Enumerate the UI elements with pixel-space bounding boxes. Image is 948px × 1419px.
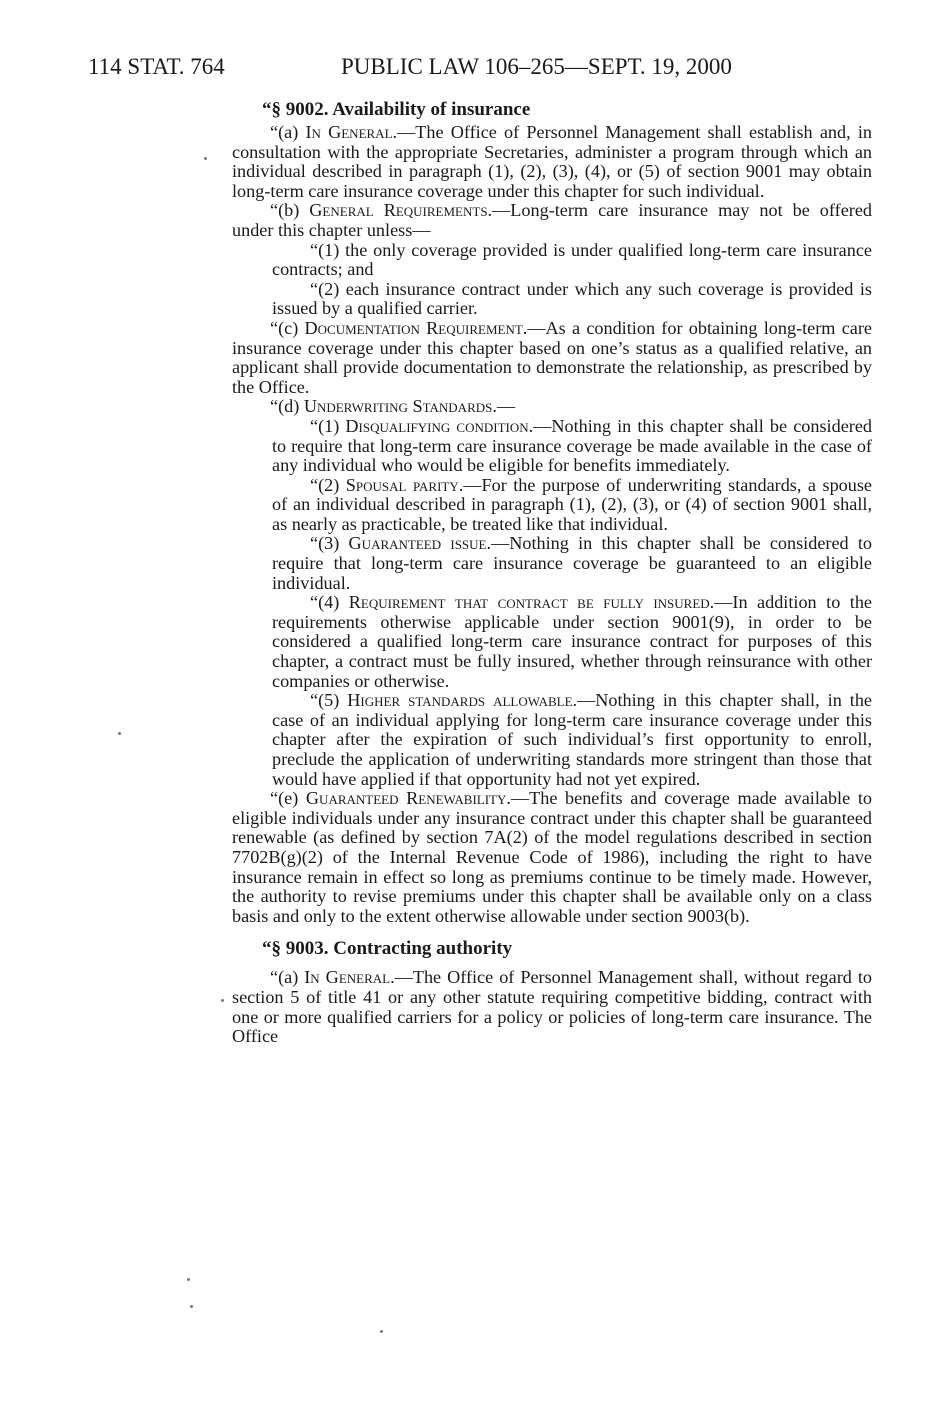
scan-speck: [221, 999, 224, 1002]
paragraph-label: “(2): [310, 474, 346, 495]
paragraph-text: —In addition to the requirements otherwise applicable under section 9001(9), in order to be considered a qualified long-term care insurance contract for purposes of this chapter, a contract must be fully insured, whether through reinsurance with other companies or otherwise.: [272, 592, 873, 691]
subsection-label: “(e): [270, 788, 306, 809]
paragraph-caption: Disqualifying condition.: [345, 415, 534, 436]
paragraph-d1: [272, 417, 872, 476]
subsection-text: —As a condition for obtaining long-term care insurance coverage under this chapter based on one’s status as a qualified relative, an applicant shall provide documentation to demonstrate the relationship, as prescribed by the Office.: [232, 317, 872, 397]
statute-page-number: 114 STAT. 764: [88, 54, 225, 79]
subsection-text: —Long-term care insurance may not be offered under this chapter unless—: [232, 200, 872, 240]
scan-speck: [204, 157, 207, 160]
paragraph-label: “(5): [310, 690, 348, 711]
paragraph-d2: [272, 476, 872, 535]
section-heading-9002: “§ 9002. Availability of insurance: [262, 99, 531, 120]
paragraph-d3: [272, 534, 872, 593]
section-heading-9003: “§ 9003. Contracting authority: [262, 938, 513, 960]
subsection-caption: In General.: [305, 122, 398, 142]
subsection-caption: Guaranteed Renewability.: [305, 788, 511, 809]
page-header: [88, 50, 778, 84]
subsection-text: —The benefits and coverage made available to eligible individuals under any insurance contract under this chapter shall be guaranteed renewable (as defined by section 7A(2) of the model regulations described in section 7702B(g)(2) of the Internal Revenue Code of 1986), including the right to have insurance remain in effect so long as premiums continue to be timely made. However, the authority to revise premiums under this chapter shall be available only on a class basis and only to the extent otherwise allowable under section 9003(b).: [232, 788, 872, 926]
subsection-label: “(d): [270, 396, 304, 417]
subsection-caption: General Requirements.: [309, 200, 493, 221]
paragraph-text: —Nothing in this chapter shall, in the case of an individual applying for long-term care insurance coverage under this chapter after the expiration of such individual’s first opportunity to enroll, preclude the application of underwriting standards more stringent than those that would have applied if that opportunity had not yet expired.: [272, 690, 872, 789]
subsection-caption: In General.: [304, 967, 395, 988]
scan-speck: [380, 1330, 383, 1333]
subsection-c: [232, 319, 872, 397]
paragraph-d5: [272, 691, 872, 789]
paragraph-text: —Nothing in this chapter shall be considered to require that long-term care insurance coverage be guaranteed to an eligible individual.: [272, 533, 873, 593]
document-body: [232, 97, 872, 1047]
subsection-d: [232, 397, 872, 417]
paragraph-d4: [272, 593, 872, 691]
subsection-e: [232, 789, 872, 926]
subsection-caption: Documentation Requirement.: [304, 317, 528, 338]
subsection-a: [232, 123, 872, 201]
subsection-caption: Underwriting Standards.: [303, 396, 497, 417]
subsection-label: “(a): [270, 122, 306, 142]
section-spacer: [232, 926, 872, 936]
public-law-citation: PUBLIC LAW 106–265—SEPT. 19, 2000: [341, 54, 732, 79]
paragraph-label: “(4): [310, 592, 349, 613]
subsection-label: “(c): [270, 317, 305, 338]
subsection-text: —The Office of Personnel Management shall, without regard to section 5 of title 41 or any other statute requiring competitive bidding, contract with one or more qualified carriers for a policy or policies of long-term care insurance. The Office: [232, 967, 872, 1047]
subsection-text: —The Office of Personnel Management shall establish and, in consultation with the appropriate Secretaries, administer a program through which an individual described in paragraph (1), (2), (3), (4), or (5) of section 9001 may obtain long-term care insurance coverage under this chapter for such individual.: [232, 122, 872, 201]
subsection-label: “(b): [270, 200, 310, 221]
paragraph-caption: Requirement that contract be fully insured.: [348, 592, 715, 613]
paragraph-label: “(1): [310, 415, 346, 436]
paragraph-label: “(3): [310, 533, 349, 554]
scan-speck: [190, 1305, 193, 1308]
subsection-text: —: [496, 396, 516, 417]
paragraph-caption: Guaranteed issue.: [348, 533, 492, 554]
paragraph-text: —For the purpose of underwriting standards, a spouse of an individual described in paragraph (1), (2), (3), or (4) of section 9001 shall, as nearly as practicable, be treated like that individual.: [272, 474, 873, 534]
subsection-label: “(a): [270, 967, 305, 988]
paragraph-caption: Spousal parity.: [345, 474, 464, 495]
scan-speck: [118, 732, 121, 735]
scan-speck: [187, 1278, 190, 1281]
paragraph-text: —Nothing in this chapter shall be considered to require that long-term care insurance coverage be made available in the case of any individual who would be eligible for benefits immediately.: [272, 415, 872, 476]
subsection-b: [232, 201, 872, 240]
paragraph-caption: Higher standards allowable.: [347, 690, 578, 711]
subsection-a: [232, 968, 872, 1046]
paragraph-b1: “(1) the only coverage provided is under qualified long-term care insurance contracts; and: [272, 239, 872, 280]
paragraph-b2: “(2) each insurance contract under which any such coverage is provided is issued by a qualified carrier.: [272, 278, 872, 319]
